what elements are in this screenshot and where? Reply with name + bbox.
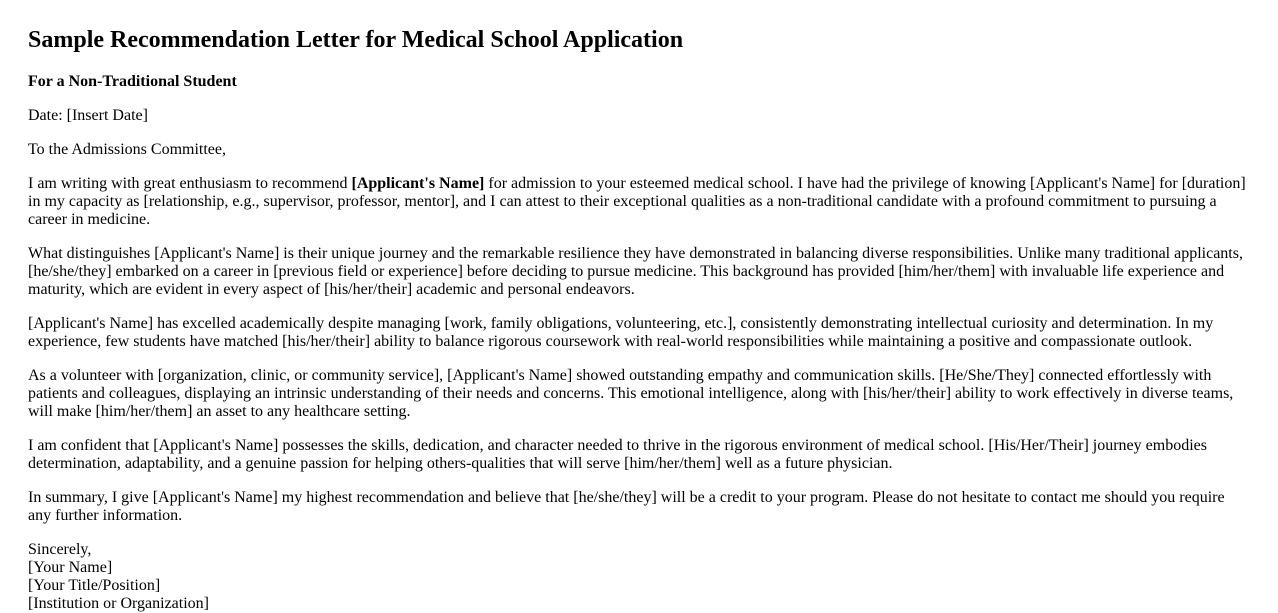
page-title: Sample Recommendation Letter for Medical School Application [28,27,684,53]
closing-your-title: [Your Title/Position] [28,577,161,594]
body-paragraph-6: In summary, I give [Applicant's Name] my highest recommendation and believe that [he/she/they] will be a credit to your program. Please do not hesitate to contact me should you require any further information. [28,489,1225,524]
closing-institution: [Institution or Organization] [28,595,209,612]
body-paragraph-1 [28,175,1248,229]
closing-your-name: [Your Name] [28,559,113,576]
body-paragraph-3: [Applicant's Name] has excelled academically despite managing [work, family obligations, volunteering, etc.], consistently demonstrating intellectual curiosity and determination. In my experience, few students have matched [his/her/their] ability to balance rigorous coursework with real-world responsibilities while maintaining a positive and compassionate outlook. [28,315,1214,350]
signature-block [28,541,1248,613]
body-paragraph-2: What distinguishes [Applicant's Name] is their unique journey and the remarkable resilience they have demonstrated in balancing diverse responsibilities. Unlike many traditional applicants, [he/she/they] embarked on a career in [previous field or experience] before deciding to pursue medicine. This background has provided [him/her/them] with invaluable life experience and maturity, which are evident in every aspect of [his/her/their] academic and personal endeavors. [28,245,1243,298]
document-subtitle: For a Non-Traditional Student [28,73,237,90]
closing-sincerely: Sincerely, [28,541,92,558]
paragraph-1-text-after: for admission to your esteemed medical school. I have had the privilege of knowing [Applicant's Name] for [duration] in my capacity as [relationship, e.g., supervisor, professor, mentor], and I can attest to their exceptional qualities as a non-traditional candidate with a profound commitment to pursuing a career in medicine. [28,175,1246,228]
date-line: Date: [Insert Date] [28,107,148,124]
body-paragraph-5: I am confident that [Applicant's Name] possesses the skills, dedication, and character needed to thrive in the rigorous environment of medical school. [His/Her/Their] journey embodies determination, adaptability, and a genuine passion for helping others-qualities that will serve [him/her/them] well as a future physician. [28,437,1207,472]
paragraph-1-text-before: I am writing with great enthusiasm to recommend [28,175,352,192]
salutation: To the Admissions Committee, [28,141,226,158]
applicant-name-bold: [Applicant's Name] [351,175,485,192]
body-paragraph-4: As a volunteer with [organization, clinic, or community service], [Applicant's Name] showed outstanding empathy and communication skills. [He/She/They] connected effortlessly with patients and colleagues, displaying an intrinsic understanding of their needs and concerns. This emotional intelligence, along with [his/her/their] ability to work effectively in diverse teams, will make [him/her/them] an asset to any healthcare setting. [28,367,1234,420]
